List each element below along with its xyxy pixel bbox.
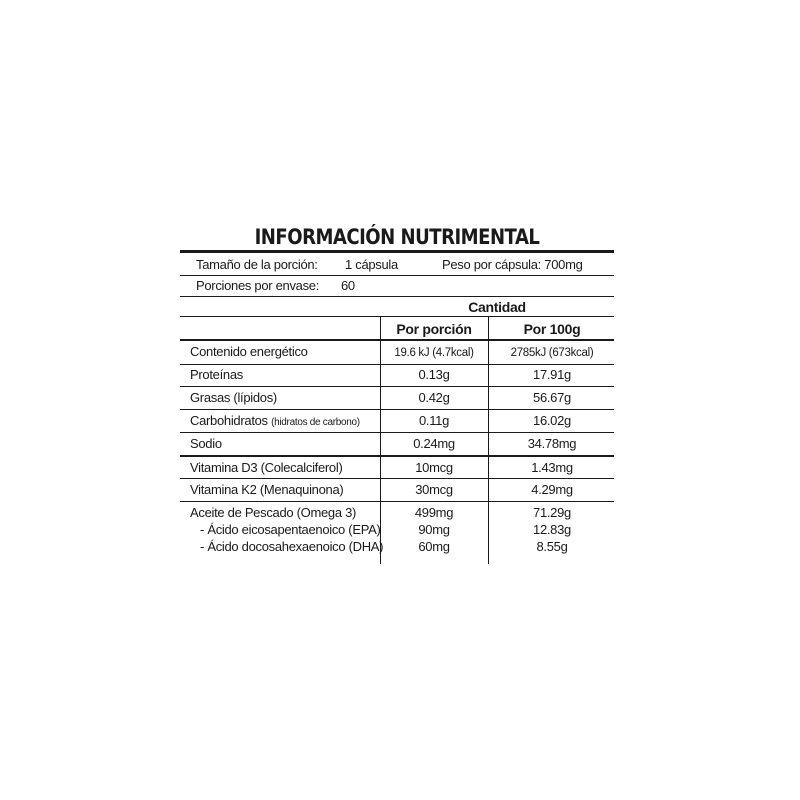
cantidad-header: Cantidad <box>468 299 526 315</box>
per-100g-value: 56.67g <box>533 390 571 405</box>
nutrient-name: - Ácido docosahexaenoico (DHA) <box>200 539 384 554</box>
per-serving-header: Por porción <box>396 321 472 337</box>
nutrient-name: Sodio <box>190 436 222 451</box>
capsule-weight: Peso por cápsula: 700mg <box>442 257 583 272</box>
per-100g-value: 71.29g <box>533 505 571 520</box>
servings-per-container-label: Porciones por envase: <box>196 278 320 293</box>
serving-size-label: Tamaño de la porción: <box>196 257 318 272</box>
per-100g-value: 17.91g <box>533 367 571 382</box>
per-serving-value: 19.6 kJ (4.7kcal) <box>394 347 474 359</box>
rule-thick <box>180 339 614 341</box>
per-serving-value: 0.11g <box>418 413 450 428</box>
per-serving-value: 60mg <box>418 539 450 554</box>
rule <box>180 432 614 433</box>
rule-top <box>180 250 614 253</box>
per-serving-value: 10mcg <box>415 460 453 475</box>
per-serving-value: 499mg <box>414 505 454 520</box>
nutrient-note: (hidratos de carbono) <box>271 417 360 428</box>
per-100g-value: 16.02g <box>533 413 571 428</box>
per-serving-value: 90mg <box>418 522 450 537</box>
rule <box>180 409 614 410</box>
rule <box>180 296 614 297</box>
rule <box>180 364 614 365</box>
per-100g-value: 34.78mg <box>527 436 577 451</box>
nutrient-name: Aceite de Pescado (Omega 3) <box>190 505 357 520</box>
nutrient-name-row <box>190 412 360 432</box>
per-100g-value: 4.29mg <box>531 482 573 497</box>
rule-thick <box>180 455 614 457</box>
nutrient-name: Carbohidratos <box>190 413 268 428</box>
rule <box>180 501 614 502</box>
table-title: INFORMACIÓN NUTRIMENTAL <box>254 225 540 249</box>
per-100g-value: 1.43mg <box>531 460 573 475</box>
nutrient-name: Vitamina K2 (Menaquinona) <box>190 482 344 497</box>
per-serving-value: 30mcg <box>415 482 453 497</box>
per-100g-value: 12.83g <box>533 522 571 537</box>
per-serving-value: 0.24mg <box>413 436 455 451</box>
rule <box>180 386 614 387</box>
rule <box>180 275 614 276</box>
serving-size-value: 1 cápsula <box>345 257 398 272</box>
per-100g-value: 2785kJ (673kcal) <box>510 347 594 359</box>
per-serving-value: 0.13g <box>418 367 450 382</box>
rule <box>180 316 614 317</box>
per-100g-value: 8.55g <box>536 539 568 554</box>
per-100g-header: Por 100g <box>523 321 581 337</box>
column-divider <box>488 317 489 564</box>
servings-per-container-value: 60 <box>341 278 355 293</box>
nutrient-name: - Ácido eicosapentaenoico (EPA) <box>200 522 381 537</box>
nutrient-name: Vitamina D3 (Colecalciferol) <box>190 460 343 475</box>
nutrient-name: Proteínas <box>190 367 243 382</box>
nutrient-name: Grasas (lípidos) <box>190 390 277 405</box>
nutrient-name: Contenido energético <box>190 344 308 359</box>
rule <box>180 478 614 479</box>
per-serving-value: 0.42g <box>418 390 450 405</box>
